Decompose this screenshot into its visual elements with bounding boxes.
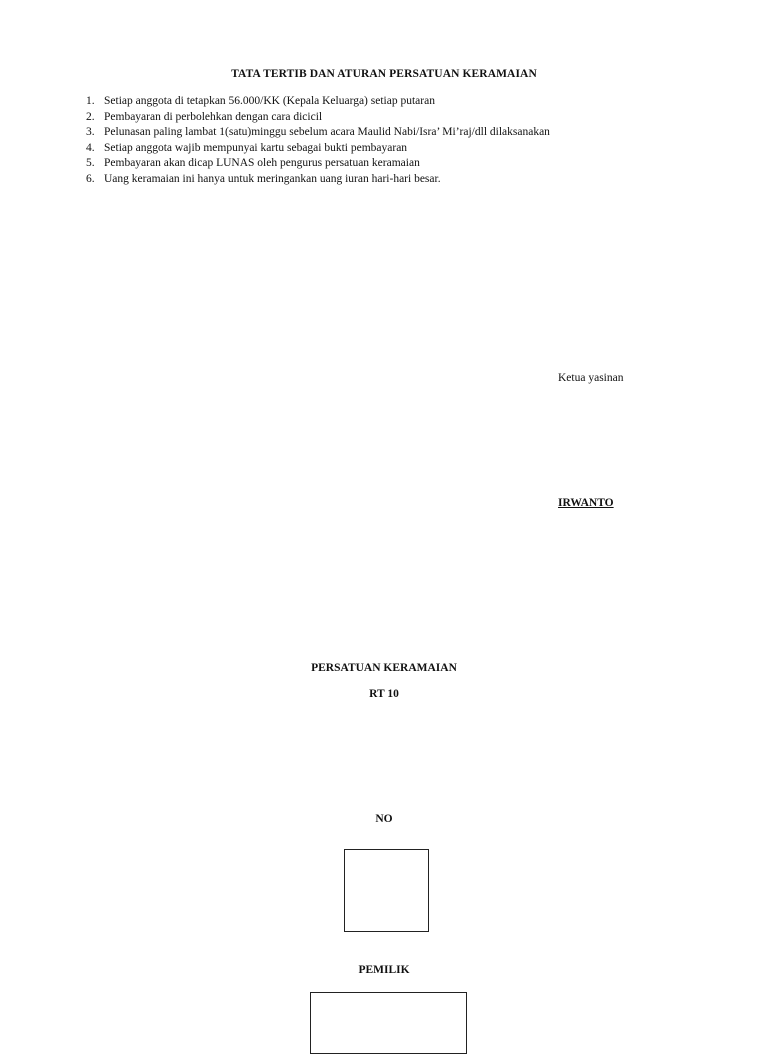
- rule-text: Setiap anggota di tetapkan 56.000/KK (Kepala Keluarga) setiap putaran: [104, 95, 435, 107]
- rule-item: [86, 94, 550, 110]
- rule-text: Pembayaran di perbolehkan dengan cara dicicil: [104, 110, 323, 123]
- rule-number: 4.: [86, 141, 95, 154]
- rule-text: Uang keramaian ini hanya untuk meringankan uang iuran hari-hari besar.: [104, 172, 441, 185]
- rule-item: [86, 172, 550, 188]
- rule-number: 1.: [86, 95, 95, 107]
- rule-text: Setiap anggota wajib mempunyai kartu sebagai bukti pembayaran: [104, 141, 408, 154]
- rule-item: [86, 156, 550, 172]
- rule-number: 5.: [86, 157, 95, 169]
- card-no-label: NO: [375, 813, 393, 825]
- signer-role: Ketua yasinan: [558, 372, 624, 384]
- rules-list: [86, 94, 550, 187]
- signer-name: IRWANTO: [558, 497, 614, 509]
- card-rt: RT 10: [369, 688, 399, 700]
- card-org-name: PERSATUAN KERAMAIAN: [311, 662, 457, 674]
- rule-item: [86, 141, 550, 157]
- rule-item: [86, 110, 550, 126]
- rule-text: Pelunasan paling lambat 1(satu)minggu sebelum acara Maulid Nabi/Isra’ Mi’raj/dll dilaksanakan: [104, 126, 550, 138]
- rule-item: [86, 125, 550, 141]
- rule-number: 3.: [86, 126, 95, 138]
- rule-number: 6.: [86, 172, 95, 185]
- card-owner-box: [310, 992, 467, 1054]
- card-owner-label: PEMILIK: [358, 964, 410, 976]
- rule-text: Pembayaran akan dicap LUNAS oleh pengurus persatuan keramaian: [104, 157, 420, 169]
- rule-number: 2.: [86, 110, 95, 123]
- document-title: TATA TERTIB DAN ATURAN PERSATUAN KERAMAIAN: [231, 68, 537, 80]
- card-no-box: [344, 849, 429, 932]
